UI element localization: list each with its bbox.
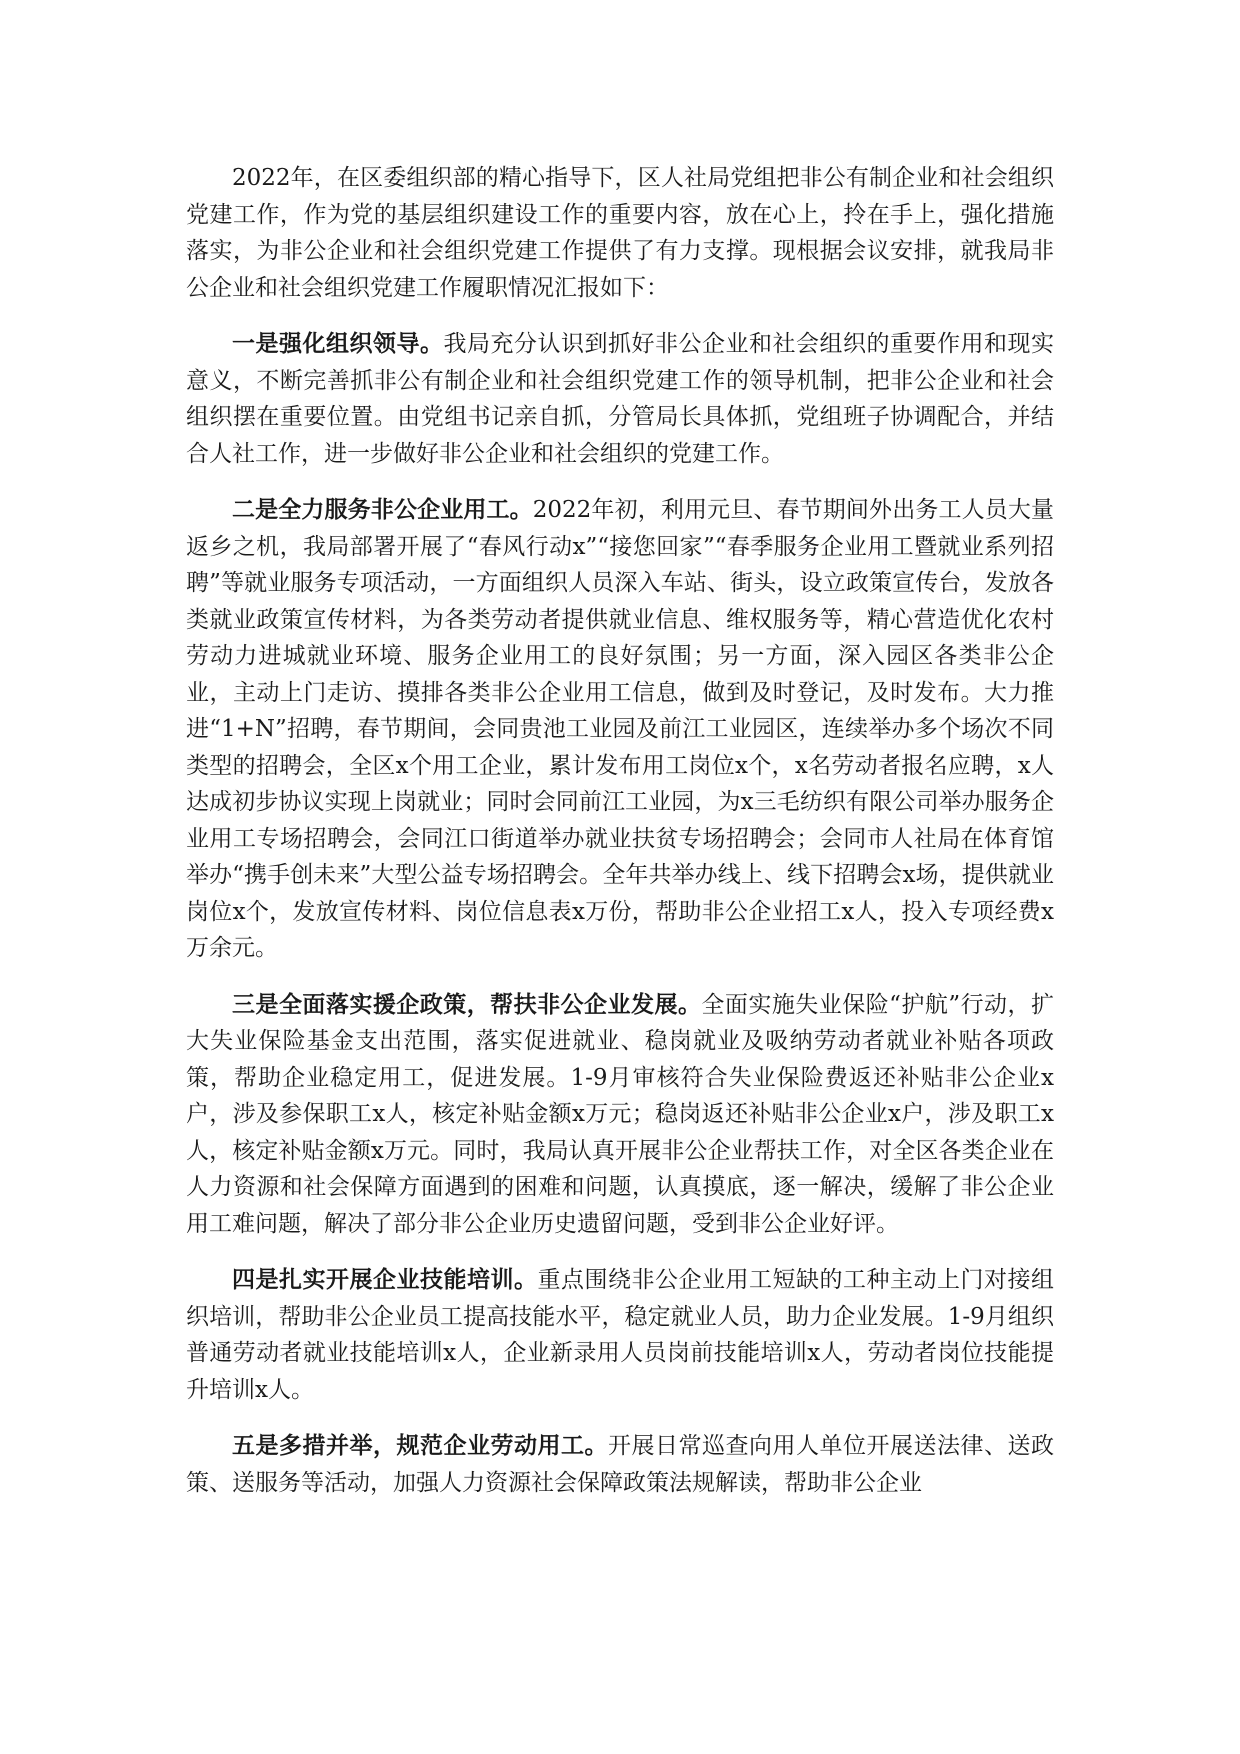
paragraph-intro <box>186 160 1054 306</box>
paragraph-organization-leadership <box>186 326 1054 472</box>
paragraph-body: 我局充分认识到抓好非公企业和社会组织的重要作用和现实意义，不断完善抓非公有制企业和社会组织党建工作的领导机制，把非公企业和社会组织摆在重要位置。由党组书记亲自抓，分管局长具体抓，党组班子协调配合，并结合人社工作，进一步做好非公企业和社会组织的党建工作。 <box>186 331 1054 467</box>
paragraph-lead: 三是全面落实援企政策，帮扶非公企业发展。 <box>232 990 702 1018</box>
paragraph-lead: 五是多措并举，规范企业劳动用工。 <box>232 1432 608 1459</box>
paragraph-skills-training <box>186 1262 1054 1408</box>
paragraph-enterprise-support <box>186 987 1054 1243</box>
paragraph-body: 全面实施失业保险“护航”行动，扩大失业保险基金支出范围，落实促进就业、稳岗就业及吸纳劳动者就业补贴各项政策，帮助企业稳定用工，促进发展。1-9月审核符合失业保险费返还补贴非公企业x户，涉及参保职工x人，核定补贴金额x万元；稳岗返还补贴非公企业x户，涉及职工x人，核定补贴金额x万元。同时，我局认真开展非公企业帮扶工作，对全区各类企业在人力资源和社会保障方面遇到的困难和问题，认真摸底，逐一解决，缓解了非公企业用工难问题，解决了部分非公企业历史遗留问题，受到非公企业好评。 <box>186 991 1054 1237</box>
paragraph-body: 2022年，在区委组织部的精心指导下，区人社局党组把非公有制企业和社会组织党建工作，作为党的基层组织建设工作的重要内容，放在心上，拎在手上，强化措施落实，为非公企业和社会组织党建工作提供了有力支撑。现根据会议安排，就我局非公企业和社会组织党建工作履职情况汇报如下： <box>186 165 1054 301</box>
paragraph-body: 开展日常巡查向用人单位开展送法律、送政策、送服务等活动，加强人力资源社会保障政策法规解读，帮助非公企业 <box>186 1433 1054 1496</box>
paragraph-body: 2022年初，利用元旦、春节期间外出务工人员大量返乡之机，我局部署开展了“春风行动x”“接您回家”“春季服务企业用工暨就业系列招聘”等就业服务专项活动，一方面组织人员深入车站、街头，设立政策宣传台，发放各类就业政策宣传材料，为各类劳动者提供就业信息、维权服务等，精心营造优化农村劳动力进城就业环境、服务企业用工的良好氛围；另一方面，深入园区各类非公企业，主动上门走访、摸排各类非公企业用工信息，做到及时登记，及时发布。大力推进“1+N”招聘，春节期间，会同贵池工业园及前江工业园区，连续举办多个场次不同类型的招聘会，全区x个用工企业，累计发布用工岗位x个，x名劳动者报名应聘，x人达成初步协议实现上岗就业；同时会同前江工业园，为x三毛纺织有限公司举办服务企业用工专场招聘会，会同江口街道举办就业扶贫专场招聘会；会同市人社局在体育馆举办“携手创未来”大型公益专场招聘会。全年共举办线上、线下招聘会x场，提供就业岗位x个，发放宣传材料、岗位信息表x万份，帮助非公企业招工x人，投入专项经费x万余元。 <box>186 497 1054 961</box>
paragraph-lead: 四是扎实开展企业技能培训。 <box>232 1266 538 1293</box>
paragraph-employment-service <box>186 492 1054 967</box>
document-page <box>186 160 1054 1521</box>
paragraph-lead: 二是全力服务非公企业用工。 <box>232 496 533 523</box>
paragraph-lead: 一是强化组织领导。 <box>232 330 444 357</box>
paragraph-body: 重点围绕非公企业用工短缺的工种主动上门对接组织培训，帮助非公企业员工提高技能水平，稳定就业人员，助力企业发展。1-9月组织普通劳动者就业技能培训x人，企业新录用人员岗前技能培训x人，劳动者岗位技能提升培训x人。 <box>186 1267 1054 1403</box>
paragraph-labor-regulation <box>186 1428 1054 1501</box>
